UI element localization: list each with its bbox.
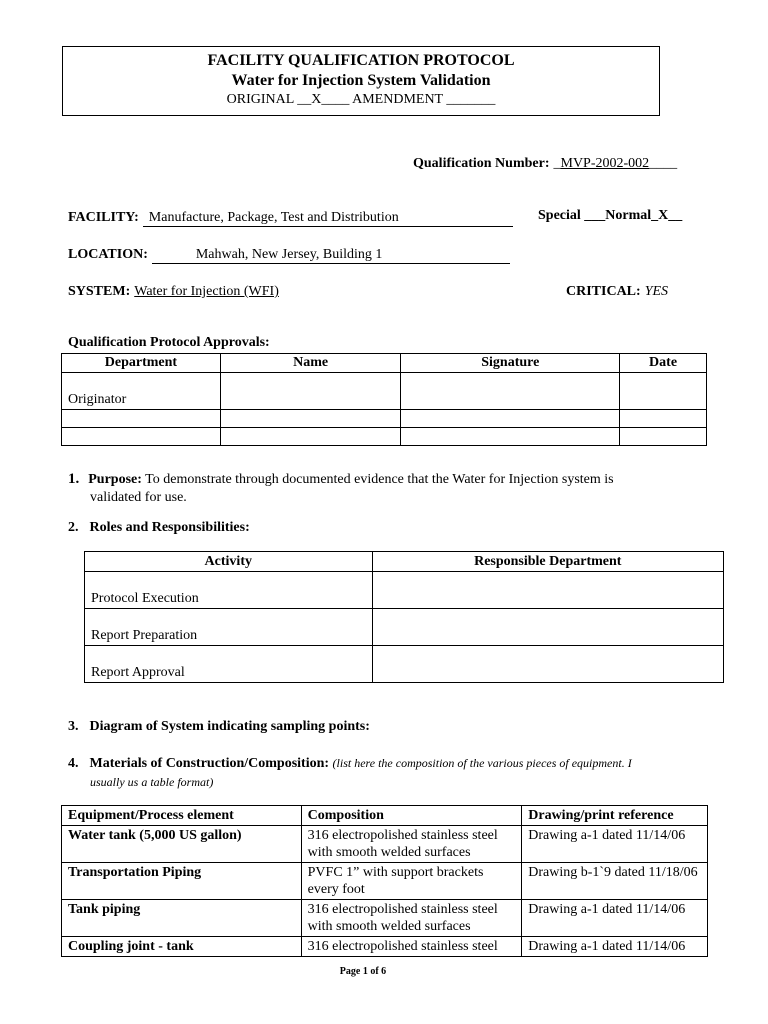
signature-cell[interactable] (401, 410, 620, 428)
table-row (62, 863, 708, 900)
roles-table (84, 551, 724, 683)
composition-cell: PVFC 1” with support brackets every foot (301, 863, 522, 900)
section-diagram (68, 718, 370, 736)
table-row (62, 826, 708, 863)
section-roles (68, 519, 250, 537)
materials-note-continued: usually us a table format) (90, 775, 214, 789)
qualification-suffix: ____ (649, 156, 678, 171)
column-header: Department (62, 354, 221, 373)
approvals-table (61, 353, 707, 446)
section-number: 4. (68, 756, 79, 771)
table-cell: Originator (62, 373, 221, 410)
activity-cell: Report Preparation (85, 609, 373, 646)
column-header: Equipment/Process element (62, 806, 302, 826)
qualification-label: Qualification Number: (413, 156, 550, 171)
activity-cell: Report Approval (85, 646, 373, 683)
purpose-label: Purpose: (88, 472, 142, 487)
drawing-cell: Drawing b-1`9 dated 11/18/06 (522, 863, 708, 900)
page-number: Page 1 of 6 (339, 966, 387, 977)
system-label: SYSTEM: (68, 284, 131, 299)
drawing-cell: Drawing a-1 dated 11/14/06 (522, 826, 708, 863)
equipment-cell: Water tank (5,000 US gallon) (62, 826, 302, 863)
materials-table (61, 805, 708, 957)
equipment-cell: Coupling joint - tank (62, 937, 302, 957)
section-number: 2. (68, 520, 79, 535)
table-row (85, 646, 724, 683)
name-cell[interactable] (220, 373, 401, 410)
purpose-text-continued: validated for use. (90, 490, 187, 505)
column-header: Drawing/print reference (522, 806, 708, 826)
roles-label: Roles and Responsibilities: (89, 520, 250, 535)
department-cell[interactable] (372, 572, 723, 609)
critical-row (566, 282, 668, 300)
composition-cell: 316 electropolished stainless steel (301, 937, 522, 957)
signature-cell[interactable] (401, 428, 620, 446)
roles-header-row (85, 552, 724, 572)
special-normal-field: Special ___Normal_X__ (538, 208, 683, 223)
qualification-value: MVP-2002-002 (560, 156, 650, 171)
purpose-text: To demonstrate through documented evidence that the Water for Injection system is (145, 472, 614, 487)
activity-cell: Protocol Execution (85, 572, 373, 609)
department-cell[interactable] (372, 646, 723, 683)
section-purpose (68, 470, 708, 507)
system-value: Water for Injection (WFI) (134, 284, 279, 299)
table-row (62, 900, 708, 937)
date-cell[interactable] (620, 428, 707, 446)
facility-value: Manufacture, Package, Test and Distribution (143, 210, 513, 227)
table-row (62, 410, 707, 428)
materials-header-row (62, 806, 708, 826)
location-value: Mahwah, New Jersey, Building 1 (152, 247, 510, 264)
date-cell[interactable] (620, 410, 707, 428)
facility-row (68, 208, 513, 227)
column-header: Activity (85, 552, 373, 572)
column-header: Signature (401, 354, 620, 373)
qualification-prefix: _ (553, 156, 561, 171)
table-row (85, 609, 724, 646)
date-cell[interactable] (620, 373, 707, 410)
materials-label: Materials of Construction/Composition: (89, 756, 330, 771)
column-header: Name (220, 354, 401, 373)
section-number: 3. (68, 719, 79, 734)
column-header: Composition (301, 806, 522, 826)
location-label: LOCATION: (68, 247, 148, 262)
table-row (62, 937, 708, 957)
name-cell[interactable] (220, 410, 401, 428)
document-title: FACILITY QUALIFICATION PROTOCOL (207, 52, 515, 69)
department-cell[interactable] (372, 609, 723, 646)
name-cell[interactable] (220, 428, 401, 446)
status-line: ORIGINAL __X____ AMENDMENT _______ (226, 92, 496, 107)
critical-label: CRITICAL: (566, 284, 641, 299)
critical-value: YES (644, 284, 669, 299)
approvals-heading: Qualification Protocol Approvals: (68, 335, 270, 350)
composition-cell: 316 electropolished stainless steel with smooth welded surfaces (301, 900, 522, 937)
table-cell[interactable] (62, 410, 221, 428)
column-header: Responsible Department (372, 552, 723, 572)
composition-cell: 316 electropolished stainless steel with smooth welded surfaces (301, 826, 522, 863)
qualification-number (413, 154, 677, 172)
table-cell[interactable] (62, 428, 221, 446)
title-box (62, 46, 660, 116)
diagram-label: Diagram of System indicating sampling points: (89, 719, 370, 734)
table-row (85, 572, 724, 609)
drawing-cell: Drawing a-1 dated 11/14/06 (522, 937, 708, 957)
system-row (68, 282, 279, 300)
table-row (62, 373, 707, 410)
facility-label: FACILITY: (68, 210, 139, 225)
equipment-cell: Tank piping (62, 900, 302, 937)
column-header: Date (620, 354, 707, 373)
approvals-header-row (62, 354, 707, 373)
location-row (68, 245, 510, 264)
document-subtitle: Water for Injection System Validation (231, 72, 491, 89)
table-row (62, 428, 707, 446)
materials-note: (list here the composition of the various pieces of equipment. I (332, 756, 632, 770)
section-number: 1. (68, 471, 80, 487)
equipment-cell: Transportation Piping (62, 863, 302, 900)
drawing-cell: Drawing a-1 dated 11/14/06 (522, 900, 708, 937)
signature-cell[interactable] (401, 373, 620, 410)
section-materials (68, 754, 708, 791)
